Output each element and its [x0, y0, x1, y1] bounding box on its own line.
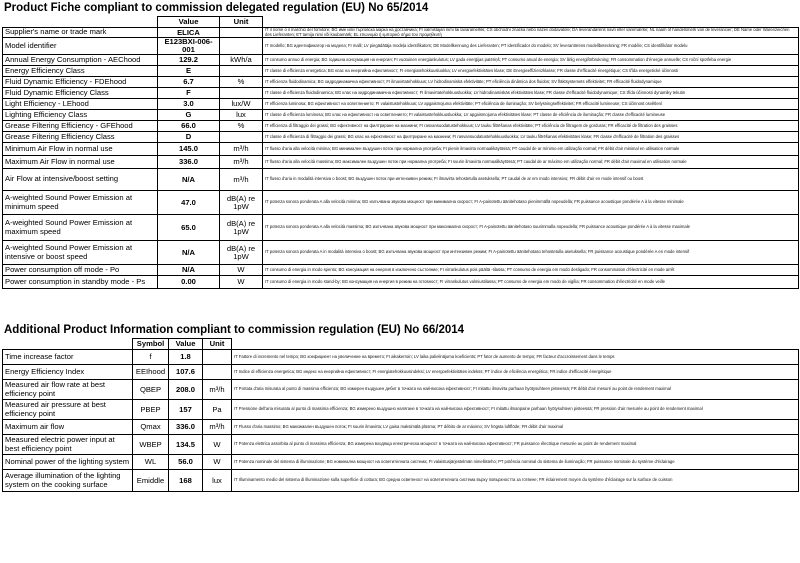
value-header: Value [169, 339, 203, 350]
additional-info-table [2, 338, 799, 492]
table-row [3, 435, 799, 455]
row-description: IT potenza sonora ponderata A in modalità intensiva o boost; BG излъчвана звукова мощност при интензивен режим; FI A-painotettu äänitehotaso tehostetulla asetuksella; FR puissance acoustique pondérée A en mode intensif [263, 241, 799, 265]
product-fiche-table [2, 16, 799, 289]
table-row [3, 38, 799, 55]
row-value: E123BXI-006-001 [158, 38, 220, 55]
row-value: 168 [169, 470, 203, 492]
row-value: 56.0 [169, 455, 203, 470]
row-label: Annual Energy Consumption - AEChood [3, 55, 158, 66]
table-row [3, 121, 799, 132]
row-value: ELICA [158, 28, 220, 38]
row-unit: dB(A) re 1pW [220, 215, 263, 241]
row-value: 107.6 [169, 365, 203, 380]
table-row [3, 77, 799, 88]
row-label: Minimum Air Flow in normal use [3, 143, 158, 156]
row-label: Maximum Air Flow in normal use [3, 156, 158, 169]
unit-header: Unit [203, 339, 232, 350]
table-row [3, 55, 799, 66]
row-description: IT Potenza elettrica assorbita al punto di massima efficienza; BG измерена входяща електрическа мощност в точката на най-висока ефективност; FR puissance électrique mesurée au point de rendement maximal [232, 435, 799, 455]
row-value: 145.0 [158, 143, 220, 156]
row-description: IT efficienza fluidodinamica; BG хидродинамична ефективност; FI ilmavirtatehokkuus; LV hidrodinamiskā efektivitāte; PT eficiência dinâmica dos fluidos; SV fläktsystemets effektivitet; FR efficacité fluidodynamique [263, 77, 799, 88]
value-header: Value [158, 17, 220, 28]
row-unit: m³/h [203, 420, 232, 435]
row-label: A-weighted Sound Power Emission at minimum speed [3, 191, 158, 215]
row-description: IT Pressione dell'aria misurata al punto di massima efficienza; BG измерено въздушно налягане в точката на най-висока ефективност; FI mitattu ilmanpaine parhaan hyötysuhteen pisteessä; FR pression d'air mesurée au point de rendement maximal [232, 400, 799, 420]
fiche-title: Product Fiche compliant to commission delegated regulation (EU) No 65/2014 [4, 2, 429, 14]
table-row [3, 241, 799, 265]
row-unit: kWh/a [220, 55, 263, 66]
table-row [3, 365, 799, 380]
row-label: Power consumption off mode - Po [3, 265, 158, 276]
row-unit: % [220, 77, 263, 88]
row-description: IT il nome o il marchio del fornitore; BG име или търговска марка на доставчика; FI valmistajan nimi tai tavaramerkki; CS obchodní značka nebo název dodavatele; DA leverandørens navn eller varemærke; NL naam of handelsmerk van de leverancier; DE Name oder Warenzeichen des Lieferanten; ET tarnija nimi või kaubamärk; EL επωνυμία ή εμπορικό σήμα του προμηθευτή [263, 28, 799, 38]
row-symbol: EEIhood [133, 365, 169, 380]
table-header-row [3, 339, 799, 350]
row-description: IT Portata d'aria misurata al punto di massima efficienza; BG измерен въздушен дебит в точката на най-висока ефективност; FI mitattu ilmavirta parhaan hyötysuhteen pisteessä; FR débit d'air mesuré au point de rendement maximal [232, 380, 799, 400]
row-label: A-weighted Sound Power Emission at intensive or boost speed [3, 241, 158, 265]
row-unit: dB(A) re 1pW [220, 191, 263, 215]
table-row [3, 132, 799, 143]
table-row [3, 110, 799, 121]
row-value: E [158, 66, 220, 77]
row-symbol: QBEP [133, 380, 169, 400]
row-unit: Pa [203, 400, 232, 420]
row-unit: dB(A) re 1pW [220, 241, 263, 265]
row-description: IT consumo di energia in modo stand-by; BG консумация на енергия в режим на готовност; FI virrankulutus valmiustilassa; PT consumo de energia em modo de vigília; FR consommation d'électricité en mode veille [263, 276, 799, 289]
table-header-row [3, 17, 799, 28]
table-row [3, 191, 799, 215]
row-value: 3.0 [158, 99, 220, 110]
row-label: Measured air flow rate at best efficiency point [3, 380, 133, 400]
row-label: Air Flow at intensive/boost setting [3, 169, 158, 191]
row-description: IT potenza sonora ponderata A alla velocità massima; BG излъчвана звукова мощност при максимална скорост; FI A-painotettu äänitehotaso suurimmalla nopeudella; FR puissance acoustique pondérée A à la vitesse maximale [263, 215, 799, 241]
row-unit: m³/h [203, 380, 232, 400]
table-row [3, 28, 799, 38]
row-unit [220, 28, 263, 38]
row-label: Energy Efficiency Class [3, 66, 158, 77]
row-unit [203, 350, 232, 365]
row-value: 66.0 [158, 121, 220, 132]
row-description: IT consumo annuo di energia; BG годишна консумация на енергия; FI vuotuinen energiankulutus; LV gada enerģijas patēriņš; PT consumo anual de energia; SV årlig energiförbrukning; FR consommation d'énergie annuelle; CS roční spotřeba energie [263, 55, 799, 66]
row-unit: lux [203, 470, 232, 492]
row-value: 0.00 [158, 276, 220, 289]
row-value: 129.2 [158, 55, 220, 66]
row-label: Average illumination of the lighting system on the cooking surface [3, 470, 133, 492]
additional-info-title: Additional Product Information compliant to commission regulation (EU) No 66/2014 [4, 324, 465, 336]
unit-header: Unit [220, 17, 263, 28]
row-label: Supplier's name or trade mark [3, 28, 158, 38]
row-label: Grease Filtering Efficiency - GFEhood [3, 121, 158, 132]
row-unit: lux/W [220, 99, 263, 110]
table-row [3, 66, 799, 77]
row-label: Time increase factor [3, 350, 133, 365]
row-unit [220, 132, 263, 143]
row-unit [220, 88, 263, 99]
row-label: Fluid Dynamic Efficiency - FDEhood [3, 77, 158, 88]
row-label: Energy Efficiency Index [3, 365, 133, 380]
row-symbol: Qmax [133, 420, 169, 435]
row-unit: W [203, 435, 232, 455]
row-unit: W [220, 276, 263, 289]
row-value: 208.0 [169, 380, 203, 400]
row-unit: % [220, 121, 263, 132]
row-unit [203, 365, 232, 380]
table-row [3, 276, 799, 289]
row-description: IT Indice di efficienza energetica; BG индекс на енергийна ефективност; FI energiatehokkuusindeksi; LV energoefektivitātes indekss; PT índice de eficiência energética; FR indice d'efficacité énergétique [232, 365, 799, 380]
row-unit: lux [220, 110, 263, 121]
row-description: IT potenza sonora ponderata A alla velocità minima; BG излъчвана звукова мощност при минимална скорост; FI A-painotettu äänitehotaso pienimmällä nopeudella; FR puissance acoustique pondérée A à la vitesse minimale [263, 191, 799, 215]
row-symbol: f [133, 350, 169, 365]
table-row [3, 470, 799, 492]
row-label: Fluid Dynamic Efficiency Class [3, 88, 158, 99]
table-row [3, 350, 799, 365]
row-unit: m³/h [220, 169, 263, 191]
row-label: A-weighted Sound Power Emission at maximum speed [3, 215, 158, 241]
row-description: IT flusso d'aria alla velocità massima; BG максимален въздушен поток при нормална употреба; FI suurin ilmavirta normaalikäytössä; PT caudal de ar máximo em utilização normal; FR débit d'air maximal en utilisation normale [263, 156, 799, 169]
row-symbol: Emiddle [133, 470, 169, 492]
row-label: Model identifier [3, 38, 158, 55]
row-description: IT consumo di energia in modo spento; BG консумация на енергия в изключено състояние; FI virrankulutus pois päältä -tilassa; PT consumo de energia em modo desligado; FR consommation d'électricité en mode arrêt [263, 265, 799, 276]
row-description: IT Fattore di incremento nel tempo; BG коефициент на увеличение на времето; FI aikakerroin; LV laika palielinājuma koeficients; PT fator de aumento de tempo; FR facteur d'accroissement dans le temps [232, 350, 799, 365]
row-value: 6.7 [158, 77, 220, 88]
row-value: N/A [158, 169, 220, 191]
row-value: F [158, 88, 220, 99]
row-symbol: WL [133, 455, 169, 470]
row-unit: m³/h [220, 143, 263, 156]
table-row [3, 156, 799, 169]
row-description: IT Potenza nominale del sistema di illuminazione; BG номинална мощност на осветителната система; FI valaistusjärjestelmän nimellisteho; PT potência nominal do sistema de iluminação; FR puissance nominale du système d'éclairage [232, 455, 799, 470]
row-value: 1.8 [169, 350, 203, 365]
table-row [3, 99, 799, 110]
row-value: D [158, 132, 220, 143]
table-row [3, 380, 799, 400]
row-description: IT flusso d'aria in modalità intensiva o boost; BG въздушен поток при интензивен режим; FI ilmavirta tehostetulla asetuksella; PT caudal de ar em modo intensivo; FR débit d'air en mode intensif ou boost [263, 169, 799, 191]
table-row [3, 400, 799, 420]
row-label: Power consumption in standby mode - Ps [3, 276, 158, 289]
row-description: IT Flusso d'aria massimo; BG максимален въздушен поток; FI suurin ilmavirta; LV gaisa maksimālā plūsma; PT débito de ar máximo; SV högsta luftflöde; FR débit d'air maximal [232, 420, 799, 435]
row-symbol: PBEP [133, 400, 169, 420]
row-description: IT Illuminamento medio del sistema di illuminazione sulla superficie di cottura; BG средна осветеност на осветителната система върху повърхността за готвене; FR éclairement moyen du système d'éclairage sur la surface de cuisson [232, 470, 799, 492]
row-value: G [158, 110, 220, 121]
row-label: Light Efficiency - LEhood [3, 99, 158, 110]
table-row [3, 88, 799, 99]
row-value: 336.0 [158, 156, 220, 169]
row-description: IT classe di efficienza fluidodinamica; BG клас на хидродинамична ефективност; FI ilmavirtatehokkuusluokka; LV hidrodinamiskās efektivitātes klase; FR classe d'efficacité fluidodynamique; CS třída účinnosti dynamiky tekutin [263, 88, 799, 99]
table-row [3, 420, 799, 435]
table-row [3, 143, 799, 156]
row-unit: m³/h [220, 156, 263, 169]
row-unit [220, 38, 263, 55]
row-description: IT classe di efficienza energetica; BG клас на енергийна ефективност; FI energiatehokkuusluokka; LV energoefektivitātes klase; DE Energieeffizienzklasse; FR classe d'efficacité énergétique; CS třída energetické účinnosti [263, 66, 799, 77]
row-label: Maximum air flow [3, 420, 133, 435]
row-description: IT efficienza luminosa; BG ефективност на осветлението; FI valaistustehokkuus; LV apgaismojuma efektivitāte; PT eficiência de iluminação; SV belysningseffektivitet; FR efficacité lumineuse; CS účinnost osvětlení [263, 99, 799, 110]
row-value: 134.5 [169, 435, 203, 455]
table-row [3, 455, 799, 470]
table-row [3, 169, 799, 191]
row-unit: W [203, 455, 232, 470]
row-unit: W [220, 265, 263, 276]
row-label: Grease Filtering Efficiency Class [3, 132, 158, 143]
symbol-header: Symbol [133, 339, 169, 350]
row-value: N/A [158, 241, 220, 265]
row-description: IT classe di efficienza luminosa; BG клас на ефективност на осветлението; FI valaistustehokkuusluokka; LV apgaismojuma efektivitātes klase; PT classe de eficiência de iluminação; FR classe d'efficacité lumineuse [263, 110, 799, 121]
row-value: 47.0 [158, 191, 220, 215]
row-label: Measured air pressure at best efficiency point [3, 400, 133, 420]
row-symbol: WBEP [133, 435, 169, 455]
row-label: Nominal power of the lighting system [3, 455, 133, 470]
row-description: IT classe di efficienza di filtraggio dei grassi; BG клас на ефективност на филтриране на мазнини; FI rasvansuodatustehokkuusluokka; LV tauku filtrēšanas efektivitātes klase; FR classe d'efficacité de filtration des graisses [263, 132, 799, 143]
table-row [3, 215, 799, 241]
row-value: 157 [169, 400, 203, 420]
row-description: IT flusso d'aria alla velocità minima; BG минимален въздушен поток при нормална употреба; FI pienin ilmavirta normaalikäytössä; PT caudal de ar mínimo em utilização normal; FR débit d'air minimal en utilisation normale [263, 143, 799, 156]
row-label: Measured electric power input at best efficiency point [3, 435, 133, 455]
row-description: IT efficienza di filtraggio dei grassi; BG ефективност на филтриране на мазнини; FI rasvansuodatustehokkuus; LV tauku filtrēšanas efektivitāte; PT eficiência de filtragem de gorduras; FR efficacité de filtration des graisses [263, 121, 799, 132]
row-description: IT modello; BG идентификатор на модела; FI malli; LV piegādātāja modeļa identifikators; DE Modellkennung des Lieferanten; PT identificador do modelo; SV leverantörens modellbeteckning; FR modèle; CS identifikátor modelu [263, 38, 799, 55]
row-value: N/A [158, 265, 220, 276]
table-row [3, 265, 799, 276]
row-value: 65.0 [158, 215, 220, 241]
row-value: 336.0 [169, 420, 203, 435]
row-label: Lighting Efficiency Class [3, 110, 158, 121]
row-unit [220, 66, 263, 77]
